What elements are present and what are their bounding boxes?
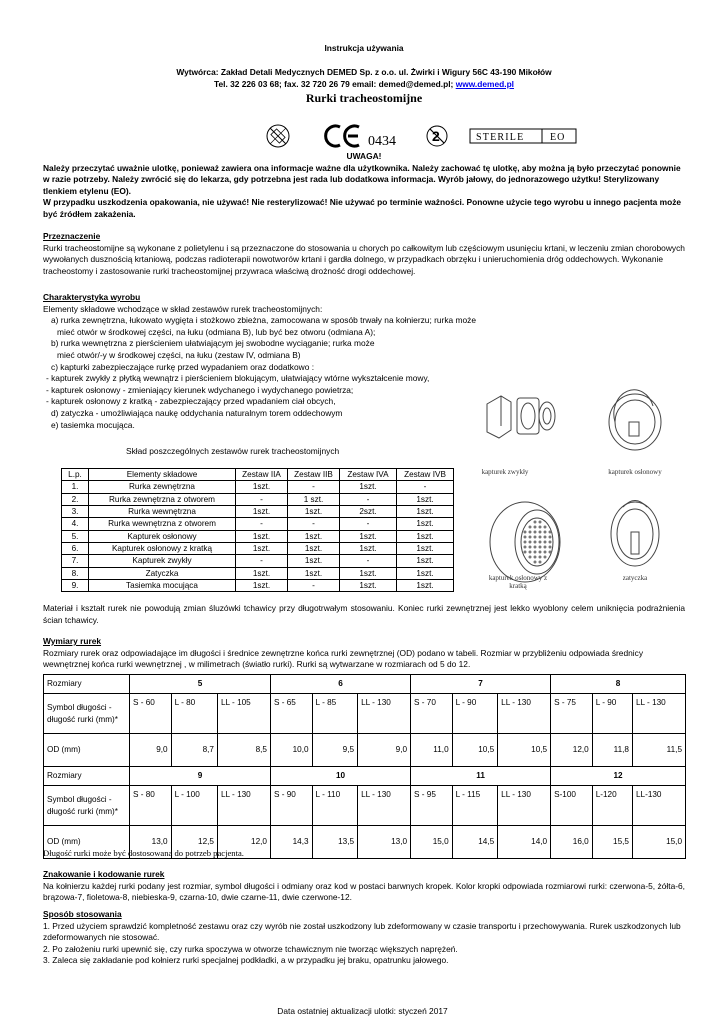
od-cell: 12,5 — [171, 826, 217, 859]
characteristics-line: mieć otwór/-y w środkowej części, na łuku (zestaw IV, odmiana B) — [57, 349, 301, 360]
grate-dot — [524, 531, 527, 534]
grate-dot — [524, 546, 527, 549]
symbol-cell: LL - 105 — [217, 694, 270, 734]
table-cell: 1szt. — [397, 567, 454, 579]
symbols-svg — [0, 122, 725, 150]
od-cell: 14,3 — [270, 826, 312, 859]
table-cell: - — [236, 555, 288, 567]
size-cell: 7 — [411, 675, 551, 694]
table-cell: - — [397, 481, 454, 493]
grate-dot — [549, 531, 552, 534]
table-cell: Kapturek zwykły — [89, 555, 236, 567]
svg-text:2: 2 — [432, 128, 440, 144]
grate-dot — [544, 546, 547, 549]
table-cell: - — [340, 555, 397, 567]
sets-table-row — [62, 542, 454, 554]
product-name: Rurki tracheostomijne — [305, 91, 423, 105]
grate-dot — [544, 541, 547, 544]
symbol-cell: LL - 130 — [498, 694, 551, 734]
grate-dot — [544, 526, 547, 529]
od-cell: 14,5 — [452, 826, 498, 859]
characteristics-line: mieć otwór w środkowej części, na łuku (odmiana B), lub być bez otworu (odmiana A); — [57, 326, 376, 337]
sizes-table-body — [44, 675, 686, 859]
table-cell: 1szt. — [236, 530, 288, 542]
symbol-cell: L - 90 — [452, 694, 498, 734]
od-cell: 11,0 — [411, 734, 453, 767]
od-row — [44, 734, 686, 767]
sizes-table — [43, 674, 686, 859]
marking-heading: Znakowanie i kodowanie rurek — [43, 869, 165, 879]
table-cell: - — [236, 493, 288, 505]
symbol-cell: L - 80 — [171, 694, 217, 734]
grate-dot — [539, 551, 542, 554]
od-cell: 11,8 — [592, 734, 632, 767]
symbol-cell: LL - 130 — [498, 786, 551, 826]
sets-table-row — [62, 481, 454, 493]
sizes-text: Rozmiary rurek oraz odpowiadające im długości i średnice zewnętrzne końca rurki zewnętrznej (OD) podano w tabeli. Rozmiar w przybliżeniu odpowiada średnicy wewnętrznej końca rurki wewnętrznej , w milimetrach (światło rurki). Rurki są wytwarzane w rozmiarach od 5 do 12. — [43, 647, 644, 670]
table-cell: Rurka wewnętrzna — [89, 505, 236, 517]
header-cell: Zestaw IVB — [397, 469, 454, 481]
table-cell: - — [288, 518, 340, 530]
od-cell: 8,5 — [217, 734, 270, 767]
material-text: Materiał i kształt rurek nie powodują zmian śluzówki tchawicy przy długotrwałym stosowaniu. Koniec rurki zewnętrznej jest lekko wyoblony celem uniknięcia podrażnienia ścian tchawicy. — [43, 603, 685, 625]
characteristics-heading: Charakterystyka wyrobu — [43, 292, 141, 302]
website-link[interactable]: www.demed.pl — [455, 78, 515, 89]
symbol-cell: S - 65 — [270, 694, 312, 734]
row-label: OD (mm) — [44, 734, 130, 767]
grate-dot — [529, 526, 532, 529]
symbol-cell: S - 90 — [270, 786, 312, 826]
usage-line: 2. Po założeniu rurki upewnić się, czy rurka spoczywa w otworze tchawicznym nie tworząc większych naprężeń. — [43, 943, 458, 954]
grate-dot — [534, 561, 537, 564]
table-cell: Zatyczka — [89, 567, 236, 579]
usage-heading: Sposób stosowania — [43, 909, 122, 919]
do-not-resterilize-icon — [267, 125, 289, 147]
od-cell: 15,0 — [411, 826, 453, 859]
marking-section — [43, 869, 685, 904]
warning-title: UWAGA! — [346, 151, 382, 161]
size-cell: 10 — [270, 767, 410, 786]
table-cell: Rurka zewnętrzna z otworem — [89, 493, 236, 505]
grate-dot — [539, 526, 542, 529]
document-title: Instrukcja używania — [324, 43, 404, 53]
header-cell: Zestaw IIA — [236, 469, 288, 481]
symbol-cell: S - 95 — [411, 786, 453, 826]
table-cell: 1szt. — [340, 567, 397, 579]
grate-dot — [534, 546, 537, 549]
table-cell: Rurka wewnętrzna z otworem — [89, 518, 236, 530]
sets-table-row — [62, 505, 454, 517]
table-cell: 1szt. — [340, 530, 397, 542]
characteristics-line: a) rurka zewnętrzna, łukowato wygięta i stożkowo zbieżna, zamocowana w sposób trwały na kołnierzu; rurka może — [51, 315, 476, 326]
cap-grate-dots — [524, 521, 552, 564]
regular-cap-figure — [487, 396, 555, 438]
sets-table-caption: Skład poszczególnych zestawów rurek tracheostomijnych — [126, 446, 340, 456]
row-label: OD (mm) — [44, 826, 130, 859]
grate-dot — [539, 556, 542, 559]
contact-text: Tel. 32 226 03 68; fax. 32 720 26 79 email: demed@demed.pl; — [213, 78, 456, 89]
regulatory-symbols — [0, 122, 725, 150]
characteristics-line: c) kapturki zabezpieczające rurkę przed wypadaniem oraz dodatkowo : — [51, 361, 315, 372]
symbol-cell: LL-130 — [632, 786, 685, 826]
grate-dot — [534, 531, 537, 534]
sets-table-row — [62, 518, 454, 530]
sizes-section — [43, 636, 685, 671]
table-cell: 1szt. — [288, 555, 340, 567]
symbol-cell: S - 75 — [551, 694, 593, 734]
table-cell: Rurka zewnętrzna — [89, 481, 236, 493]
symbol-cell: S - 60 — [130, 694, 172, 734]
characteristics-line: - kapturek zwykły z płytką wewnątrz i pierścieniem blokującym, ułatwiający wtórne wykształcenie mowy, — [46, 373, 430, 384]
od-cell: 15,0 — [632, 826, 685, 859]
ce-number: 0434 — [368, 134, 396, 149]
warning-text-2: W przypadku uszkodzenia opakowania, nie używać! Nie resterylizować! Nie używać po terminie ważności. Ponowne użycie tego wyrobu u innego pacjenta może być źródłem zakażenia. — [43, 197, 682, 219]
header-cell: Elementy składowe — [89, 469, 236, 481]
manufacturer-contact — [43, 79, 685, 91]
od-cell: 12,0 — [217, 826, 270, 859]
symbols-row — [44, 694, 686, 734]
table-cell: Kapturek osłonowy — [89, 530, 236, 542]
characteristics-line: b) rurka wewnętrzna z pierścieniem ułatwiającym jej swobodne wyciąganie; rurka może — [51, 338, 375, 349]
grate-dot — [534, 526, 537, 529]
sets-table-row — [62, 555, 454, 567]
table-cell: 1szt. — [340, 579, 397, 591]
table-cell: 1. — [62, 481, 89, 493]
od-cell: 14,0 — [498, 826, 551, 859]
table-cell: 1szt. — [288, 542, 340, 554]
figures-svg — [455, 382, 675, 592]
header-cell: L.p. — [62, 469, 89, 481]
symbol-cell: L - 110 — [312, 786, 358, 826]
table-cell: 1szt. — [236, 481, 288, 493]
symbol-cell: S - 70 — [411, 694, 453, 734]
table-cell: Kapturek osłonowy z kratką — [89, 542, 236, 554]
figure-label: kapturek osłonowy z kratką — [488, 574, 548, 591]
plug-figure — [611, 501, 659, 567]
figure-label: kapturek osłonowy — [608, 468, 662, 476]
purpose-text: Rurki tracheostomijne są wykonane z polietylenu i są przeznaczone do stosowania u chorych po całkowitym lub częściowym usunięciu krtani, w leczeniu zmian chorobowych wywołanych dusznością krtaniową, podczas radioterapii nowotworów krtani i gardła dolnego, w przypadkach obrzęku i unieruchomienia dróg oddechowych. Wykonanie tracheostomy i zastosowanie rurki tracheostomijnej przywraca właściwą drożność drogi oddechowej. — [43, 242, 685, 276]
table-cell: Tasiemka mocująca — [89, 579, 236, 591]
header-cell: Zestaw IIB — [288, 469, 340, 481]
table-cell: 1szt. — [397, 518, 454, 530]
table-cell: 7. — [62, 555, 89, 567]
grate-dot — [529, 546, 532, 549]
table-cell: - — [288, 481, 340, 493]
sets-table-header — [62, 469, 454, 481]
table-cell: - — [236, 518, 288, 530]
grate-dot — [534, 521, 537, 524]
od-cell: 13,5 — [312, 826, 358, 859]
grate-dot — [539, 521, 542, 524]
table-cell: 2. — [62, 493, 89, 505]
grate-dot — [524, 536, 527, 539]
table-cell: 1szt. — [397, 555, 454, 567]
row-label: Symbol długości - długość rurki (mm)* — [44, 694, 130, 734]
row-label: Rozmiary — [44, 767, 130, 786]
characteristics-line: - kapturek osłonowy z kratką - zabezpieczający przed wpadaniem ciał obcych, — [46, 396, 336, 407]
usage-section — [43, 909, 685, 967]
manufacturer-address: Wytwórca: Zakład Detali Medycznych DEMED Sp. z o.o. ul. Żwirki i Wigury 56C 43-190 Mikołów — [176, 67, 552, 77]
symbol-cell: L-120 — [592, 786, 632, 826]
od-cell: 10,0 — [270, 734, 312, 767]
length-note: Długość rurki może być dostosowana do potrzeb pacjenta. — [43, 848, 244, 858]
sets-table-row — [62, 493, 454, 505]
size-cell: 12 — [551, 767, 686, 786]
header-cell: Zestaw IVA — [340, 469, 397, 481]
sets-table — [61, 468, 454, 592]
table-cell: 1szt. — [397, 579, 454, 591]
od-cell: 9,5 — [312, 734, 358, 767]
characteristics-line: Elementy składowe wchodzące w skład zestawów rurek tracheostomijnych: — [43, 303, 323, 314]
figure-label: kapturek zwykły — [481, 468, 529, 476]
grate-dot — [539, 561, 542, 564]
footer-update-date: Data ostatniej aktualizacji ulotki: styczeń 2017 — [277, 1006, 448, 1016]
od-cell: 11,5 — [632, 734, 685, 767]
table-cell: 1szt. — [340, 542, 397, 554]
table-cell: 3. — [62, 505, 89, 517]
grate-dot — [524, 551, 527, 554]
sterile-method: EO — [550, 132, 566, 143]
grate-dot — [534, 541, 537, 544]
symbol-cell: S - 80 — [130, 786, 172, 826]
table-cell: 1szt. — [288, 567, 340, 579]
characteristics-line: e) tasiemka mocująca. — [51, 419, 135, 430]
grate-dot — [549, 536, 552, 539]
table-cell: 1szt. — [236, 579, 288, 591]
grate-dot — [529, 536, 532, 539]
purpose-section — [43, 231, 685, 277]
symbol-cell: L - 90 — [592, 694, 632, 734]
od-cell: 12,0 — [551, 734, 593, 767]
od-cell: 16,0 — [551, 826, 593, 859]
grate-dot — [549, 541, 552, 544]
od-cell: 9,0 — [358, 734, 411, 767]
symbol-cell: L - 85 — [312, 694, 358, 734]
table-cell: 1szt. — [236, 505, 288, 517]
grate-dot — [539, 536, 542, 539]
cap-figures — [455, 382, 675, 592]
warning-text-1: Należy przeczytać uważnie ulotkę, ponieważ zawiera ona informacje ważne dla użytkownika. Należy zachować tę ulotkę, aby można ją było przeczytać ponownie w razie potrzeby. Należy zwrócić się do lekarza, gdy potrzebna jest rada lub dodatkowa informacja. Wyrób jałowy, do jednorazowego użytku! Sterylizowany tlenkiem etylenu (EO). — [43, 162, 681, 196]
table-cell: 8. — [62, 567, 89, 579]
symbol-cell: S-100 — [551, 786, 593, 826]
grate-dot — [534, 556, 537, 559]
sets-table-body — [62, 481, 454, 592]
table-cell: - — [340, 518, 397, 530]
symbols-row — [44, 786, 686, 826]
warning-section — [43, 151, 685, 221]
table-cell: 1szt. — [397, 505, 454, 517]
usage-line: 1. Przed użyciem sprawdzić kompletność zestawu oraz czy wyrób nie został uszkodzony lub zdeformowany w czasie transportu i przechowywania. Rurek uszkodzonych lub zdeformowanych nie stosować. — [43, 920, 681, 943]
row-label: Symbol długości - długość rurki (mm)* — [44, 786, 130, 826]
grate-dot — [534, 551, 537, 554]
od-cell: 15,5 — [592, 826, 632, 859]
grate-dot — [529, 531, 532, 534]
table-cell: 1szt. — [397, 530, 454, 542]
figure-label: zatyczka — [622, 574, 648, 582]
symbol-cell: LL - 130 — [217, 786, 270, 826]
table-cell: 1szt. — [288, 505, 340, 517]
protective-cap-figure — [609, 390, 661, 450]
size-cell: 5 — [130, 675, 271, 694]
ce-mark-icon — [326, 126, 359, 146]
table-cell: 1szt. — [236, 567, 288, 579]
table-cell: - — [340, 493, 397, 505]
marking-text: Na kołnierzu każdej rurki podany jest rozmiar, symbol długości i odmiany oraz kod w postaci barwnych kropek. Kolor kropki odpowiada rozmiarowi rurki: czerwona-5, żółta-6, brązowa-7, fioletowa-8, niebieska-9, czarna-10, dwie czarne-11, dwie czerwone-12. — [43, 880, 685, 903]
table-cell: 1 szt. — [288, 493, 340, 505]
row-label: Rozmiary — [44, 675, 130, 694]
table-cell: 1szt. — [340, 481, 397, 493]
table-cell: 1szt. — [236, 542, 288, 554]
grate-dot — [529, 551, 532, 554]
size-cell: 11 — [411, 767, 551, 786]
od-cell: 9,0 — [130, 734, 172, 767]
grate-dot — [544, 551, 547, 554]
od-cell: 10,5 — [498, 734, 551, 767]
grate-dot — [524, 541, 527, 544]
symbol-cell: LL - 130 — [632, 694, 685, 734]
sterile-eo-icon — [470, 129, 576, 143]
symbol-cell: LL - 130 — [358, 786, 411, 826]
symbol-cell: L - 115 — [452, 786, 498, 826]
table-cell: 2szt. — [340, 505, 397, 517]
grate-dot — [544, 556, 547, 559]
grate-dot — [549, 546, 552, 549]
characteristics-line: d) zatyczka - umożliwiająca naukę oddychania naturalnym torem oddechowym — [51, 407, 343, 418]
grate-dot — [539, 531, 542, 534]
table-cell: 5. — [62, 530, 89, 542]
sizes-heading: Wymiary rurek — [43, 636, 102, 646]
table-cell: 1szt. — [288, 530, 340, 542]
od-cell: 10,5 — [452, 734, 498, 767]
symbol-cell: L - 100 — [171, 786, 217, 826]
grate-dot — [544, 531, 547, 534]
characteristics-line: - kapturek osłonowy - zmieniający kierunek wdychanego i wydychanego powietrza; — [46, 384, 354, 395]
size-cell: 8 — [551, 675, 686, 694]
size-cell: 6 — [270, 675, 410, 694]
sizes-row — [44, 675, 686, 694]
table-cell: 1szt. — [397, 493, 454, 505]
table-cell: 6. — [62, 542, 89, 554]
sets-table-row — [62, 567, 454, 579]
sets-table-row — [62, 579, 454, 591]
manufacturer-info — [43, 67, 685, 90]
grate-dot — [544, 536, 547, 539]
table-cell: - — [288, 579, 340, 591]
table-cell: 1szt. — [397, 542, 454, 554]
od-cell: 8,7 — [171, 734, 217, 767]
grate-dot — [549, 551, 552, 554]
od-cell: 13,0 — [358, 826, 411, 859]
symbol-cell: LL - 130 — [358, 694, 411, 734]
size-cell: 9 — [130, 767, 271, 786]
od-cell: 13,0 — [130, 826, 172, 859]
sets-table-row — [62, 530, 454, 542]
table-cell: 9. — [62, 579, 89, 591]
grate-dot — [529, 541, 532, 544]
grate-dot — [529, 556, 532, 559]
usage-line: 3. Zaleca się zakładanie pod kołnierz rurki specjalnej podkładki, a w przypadku jej braku, opatrunku jałowego. — [43, 955, 449, 966]
sizes-row — [44, 767, 686, 786]
table-cell: 4. — [62, 518, 89, 530]
purpose-heading: Przeznaczenie — [43, 231, 101, 241]
grate-dot — [539, 541, 542, 544]
grate-dot — [539, 546, 542, 549]
grate-dot — [534, 536, 537, 539]
do-not-reuse-icon — [427, 126, 447, 146]
sterile-label: STERILE — [476, 132, 525, 143]
